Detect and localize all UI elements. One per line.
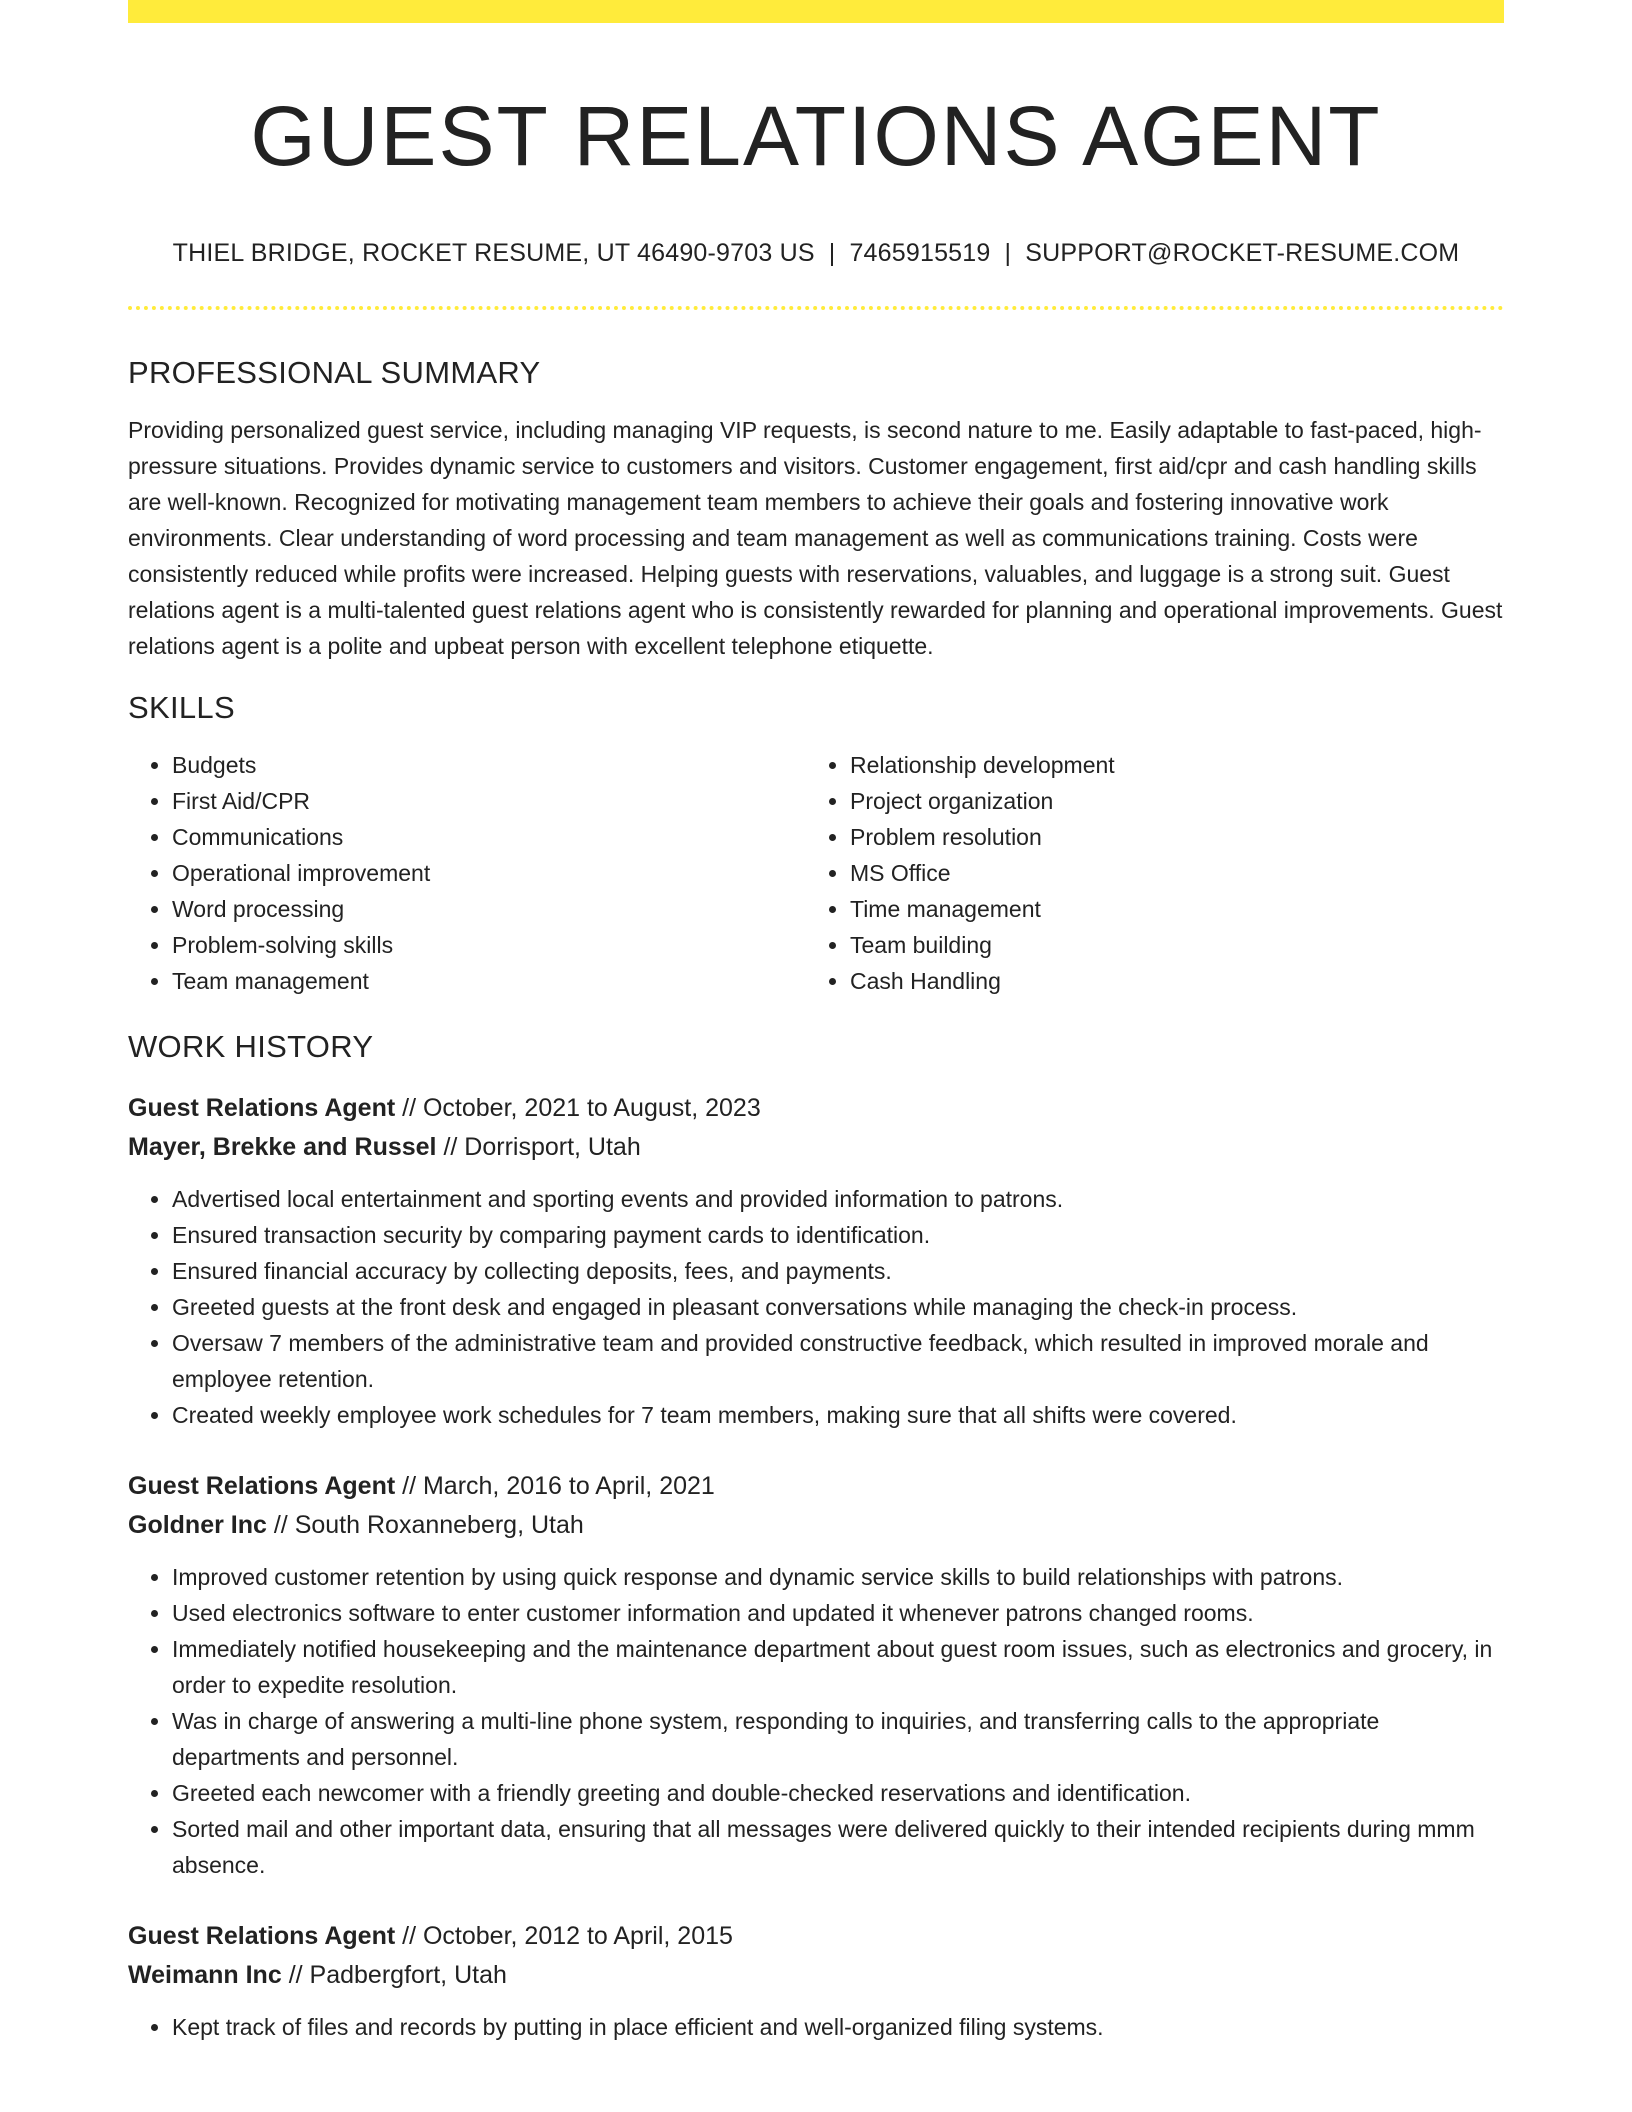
job-duties (128, 1559, 1504, 1883)
skills-column-right (806, 747, 1484, 999)
duty-item: • Ensured financial accuracy by collecting deposits, fees, and payments. (172, 1253, 1504, 1289)
skill-item: • First Aid/CPR (172, 783, 806, 819)
skill-item: • Problem resolution (850, 819, 1484, 855)
duty-item: • Greeted guests at the front desk and engaged in pleasant conversations while managing the check-in process. (172, 1289, 1504, 1325)
duty-item: • Ensured transaction security by comparing payment cards to identification. (172, 1217, 1504, 1253)
job-duties (128, 2009, 1504, 2045)
date-separator: // (395, 1472, 423, 1501)
job-location: Padbergfort, Utah (309, 1961, 507, 1990)
work-history-heading: WORK HISTORY (128, 1028, 374, 1064)
skill-item: • Budgets (172, 747, 806, 783)
job-entry (128, 1917, 1504, 2045)
contact-address: THIEL BRIDGE, ROCKET RESUME, UT 46490-9703 US (172, 238, 815, 267)
job-company-line (128, 1956, 1504, 1995)
skill-item: • Project organization (850, 783, 1484, 819)
duty-item: • Was in charge of answering a multi-line phone system, responding to inquiries, and transferring calls to the appropriate departments and personnel. (172, 1703, 1504, 1775)
skill-item: • MS Office (850, 855, 1484, 891)
job-location: South Roxanneberg, Utah (294, 1511, 584, 1540)
duty-item: • Kept track of files and records by putting in place efficient and well-organized filing systems. (172, 2009, 1504, 2045)
contact-email: SUPPORT@ROCKET-RESUME.COM (1025, 238, 1460, 267)
job-entry (128, 1467, 1504, 1883)
job-dates: March, 2016 to April, 2021 (422, 1472, 715, 1501)
job-company: Weimann Inc (128, 1961, 282, 1990)
skill-item: • Relationship development (850, 747, 1484, 783)
job-entry (128, 1089, 1504, 1433)
duty-item: • Used electronics software to enter customer information and updated it whenever patrons changed rooms. (172, 1595, 1504, 1631)
job-title-line (128, 1089, 1504, 1128)
summary-text: Providing personalized guest service, including managing VIP requests, is second nature to me. Easily adaptable to fast-paced, high-pressure situations. Provides dynamic service to customers and visitors. Customer engagement, first aid/cpr and cash handling skills are well-known. Recognized for motivating management team members to achieve their goals and fostering innovative work environments. Clear understanding of word processing and team management as well as communications training. Costs were consistently reduced while profits were increased. Helping guests with reservations, valuables, and luggage is a strong suit. Guest relations agent is a multi-talented guest relations agent who is consistently rewarded for planning and operational improvements. Guest relations agent is a polite and upbeat person with excellent telephone etiquette. (128, 416, 1503, 659)
duty-item: • Greeted each newcomer with a friendly greeting and double-checked reservations and identification. (172, 1775, 1504, 1811)
accent-top-bar (128, 0, 1504, 23)
resume-name: GUEST RELATIONS AGENT (250, 89, 1382, 183)
job-title-line (128, 1917, 1504, 1956)
job-title-line (128, 1467, 1504, 1506)
duty-item: • Created weekly employee work schedules for 7 team members, making sure that all shifts were covered. (172, 1397, 1504, 1433)
contact-phone: 7465915519 (849, 238, 991, 267)
job-company-line (128, 1506, 1504, 1545)
skill-item: • Word processing (172, 891, 806, 927)
contact-separator: | (828, 238, 836, 267)
skill-item: • Communications (172, 819, 806, 855)
date-separator: // (436, 1133, 465, 1162)
skill-item: • Cash Handling (850, 963, 1484, 999)
job-dates: October, 2012 to April, 2015 (422, 1922, 733, 1951)
job-company: Mayer, Brekke and Russel (128, 1133, 437, 1162)
duty-item: • Sorted mail and other important data, ensuring that all messages were delivered quickly to their intended recipients during mmm absence. (172, 1811, 1504, 1883)
job-role: Guest Relations Agent (128, 1472, 396, 1501)
skills-column-left (128, 747, 806, 999)
duty-item: • Immediately notified housekeeping and the maintenance department about guest room issues, such as electronics and grocery, in order to expedite resolution. (172, 1631, 1504, 1703)
date-separator: // (395, 1094, 423, 1123)
job-company-line (128, 1128, 1504, 1167)
job-company: Goldner Inc (128, 1511, 267, 1540)
contact-line (128, 238, 1504, 268)
duty-item: • Advertised local entertainment and sporting events and provided information to patrons. (172, 1181, 1504, 1217)
job-dates: October, 2021 to August, 2023 (422, 1094, 761, 1123)
summary-heading: PROFESSIONAL SUMMARY (128, 354, 541, 390)
skills-heading: SKILLS (128, 689, 235, 725)
duty-item: • Oversaw 7 members of the administrative team and provided constructive feedback, which resulted in improved morale and employee retention. (172, 1325, 1504, 1397)
job-role: Guest Relations Agent (128, 1922, 396, 1951)
skills-list (128, 747, 1504, 999)
skill-item: • Team management (172, 963, 806, 999)
duty-item: • Improved customer retention by using quick response and dynamic service skills to build relationships with patrons. (172, 1559, 1504, 1595)
skill-item: • Operational improvement (172, 855, 806, 891)
date-separator: // (266, 1511, 295, 1540)
date-separator: // (395, 1922, 423, 1951)
dotted-divider (128, 306, 1504, 310)
date-separator: // (281, 1961, 310, 1990)
contact-separator: | (1004, 238, 1012, 267)
skill-item: • Team building (850, 927, 1484, 963)
resume-page (128, 0, 1504, 2045)
skill-item: • Time management (850, 891, 1484, 927)
skill-item: • Problem-solving skills (172, 927, 806, 963)
job-duties (128, 1181, 1504, 1433)
job-location: Dorrisport, Utah (464, 1133, 641, 1162)
job-role: Guest Relations Agent (128, 1094, 396, 1123)
